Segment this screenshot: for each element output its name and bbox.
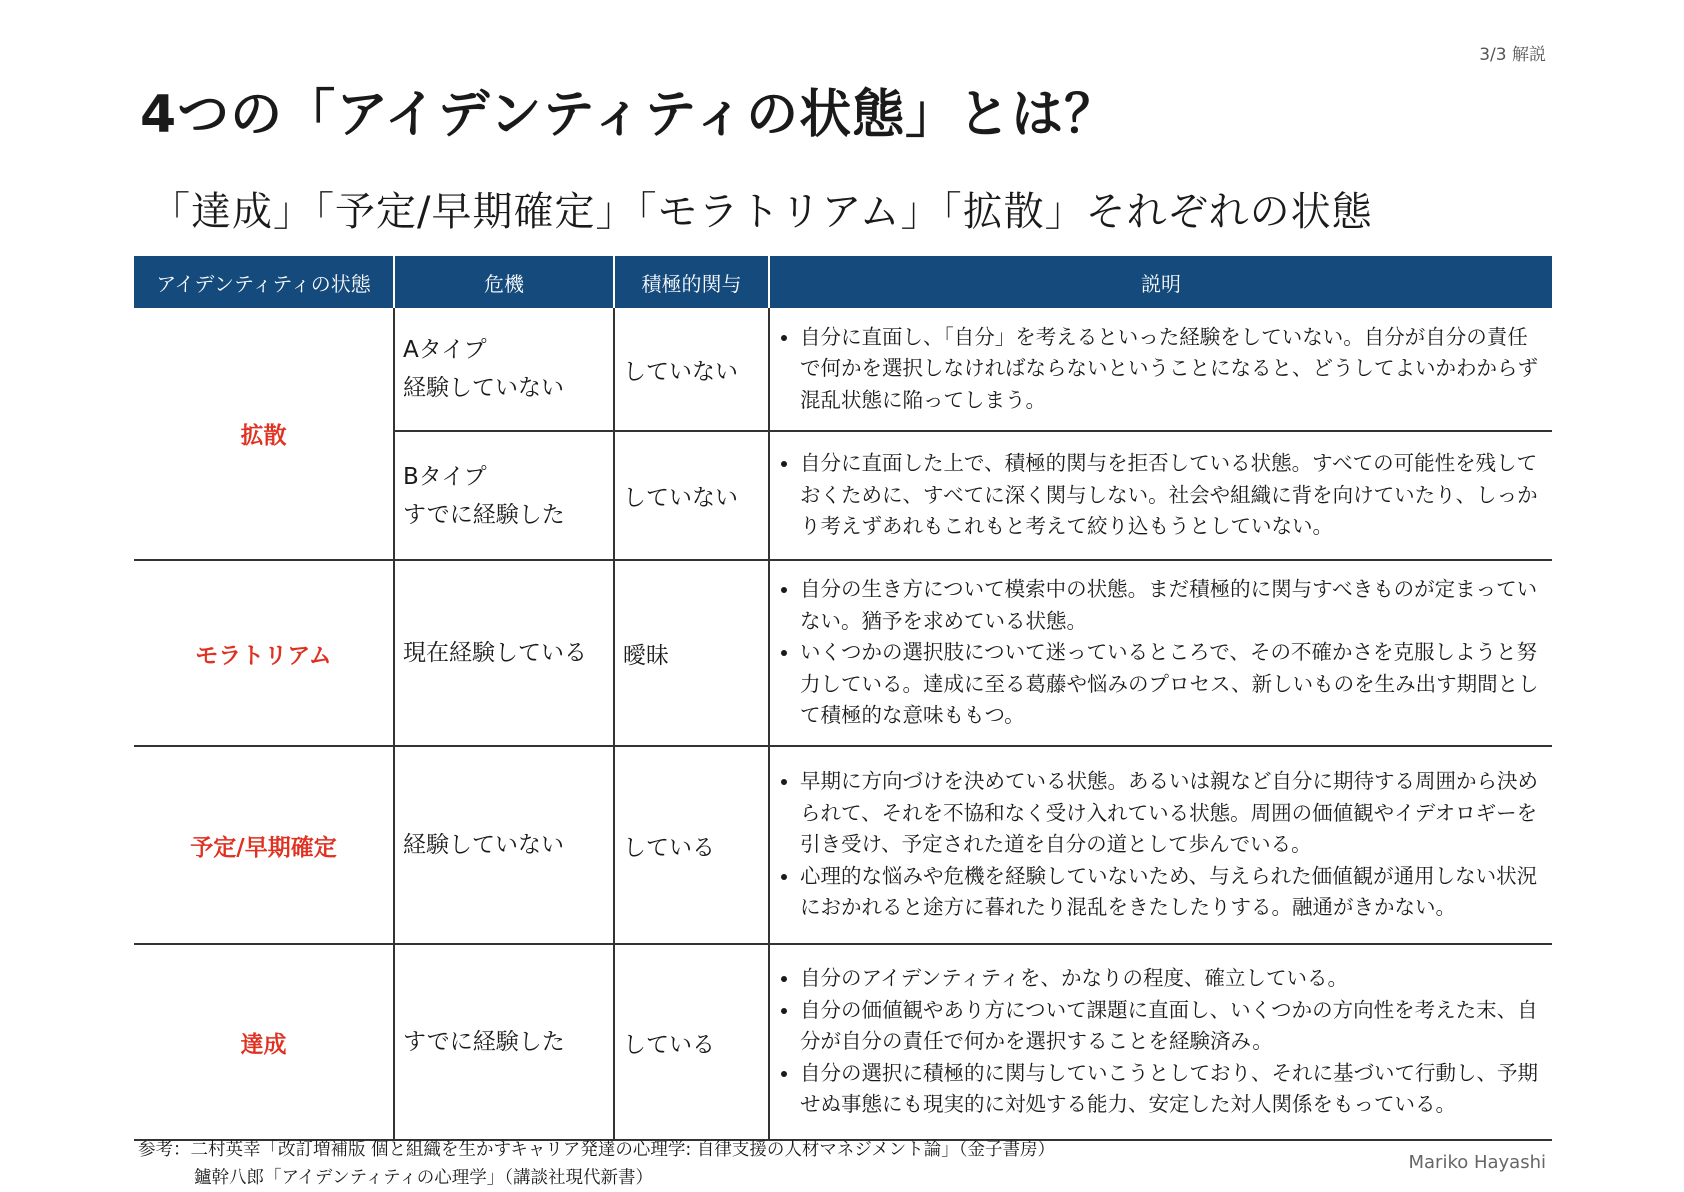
reference-line: 鑪幹八郎「アイデンティティの心理学」（講談社現代新書） xyxy=(194,1168,654,1188)
description-bullet: • 心理的な悩みや危機を経験していないため、与えられた価値観が通用しない状況におかれると途方に暮れたり混乱をきたしたりする。融通がきかない。 xyxy=(800,861,1544,924)
crisis-text: すでに経験した xyxy=(403,501,565,528)
crisis-cell xyxy=(394,431,614,560)
table-row xyxy=(134,308,1552,431)
header-description: 説明 xyxy=(769,256,1552,308)
page-subtitle: 「達成」「予定/早期確定」「モラトリアム」「拡散」それぞれの状態 xyxy=(150,189,1373,235)
description-bullet: • 早期に方向づけを決めている状態。あるいは親など自分に期待する周囲から決められて、それを不協和なく受け入れている状態。周囲の価値観やイデオロギーを引き受け、予定された道を自分の道として歩んでいる。 xyxy=(800,766,1544,861)
crisis-text: 経験していない xyxy=(403,375,564,401)
state-achievement: 達成 xyxy=(134,944,394,1140)
commitment-cell: 曖昧 xyxy=(614,560,769,746)
crisis-cell xyxy=(394,560,614,746)
state-moratorium: モラトリアム xyxy=(134,560,394,746)
table-row xyxy=(134,944,1552,1140)
page-title: 4つの「アイデンティティの状態」とは？ xyxy=(140,85,1118,145)
description-bullet: • 自分のアイデンティティを、かなりの程度、確立している。 xyxy=(800,963,1544,995)
state-foreclosure: 予定/早期確定 xyxy=(134,746,394,944)
reference-line: 参考：二村英幸「改訂増補版 個と組織を生かすキャリア発達の心理学: 自律支援の人材マネジメント論」（金子書房） xyxy=(138,1140,1056,1160)
description-cell xyxy=(769,944,1552,1140)
description-bullet: • 自分の価値観やあり方について課題に直面し、いくつかの方向性を考えた末、自分が自分の責任で何かを選択することを経験済み。 xyxy=(800,995,1544,1058)
table-header-row xyxy=(134,256,1552,308)
crisis-text: Aタイプ xyxy=(403,337,487,363)
crisis-text: Bタイプ xyxy=(403,463,487,490)
crisis-cell xyxy=(394,746,614,944)
commitment-cell: している xyxy=(614,746,769,944)
description-cell xyxy=(769,746,1552,944)
crisis-text: 経験していない xyxy=(403,832,564,858)
description-cell xyxy=(769,308,1552,431)
description-cell xyxy=(769,560,1552,746)
crisis-cell xyxy=(394,308,614,431)
description-bullet: • いくつかの選択肢について迷っているところで、その不確かさを克服しようと努力している。達成に至る葛藤や悩みのプロセス、新しいものを生み出す期間として積極的な意味ももつ。 xyxy=(800,637,1544,732)
page-label: 3/3 解説 xyxy=(1479,45,1546,65)
crisis-text: 現在経験している xyxy=(403,640,587,666)
state-diffusion: 拡散 xyxy=(134,308,394,560)
identity-status-table xyxy=(134,256,1552,1141)
crisis-text: すでに経験した xyxy=(403,1029,565,1055)
author-name: Mariko Hayashi xyxy=(1408,1152,1546,1173)
description-bullet: • 自分に直面し、「自分」を考えるといった経験をしていない。自分が自分の責任で何かを選択しなければならないということになると、どうしてよいかわからず混乱状態に陥ってしまう。 xyxy=(800,322,1544,417)
crisis-cell xyxy=(394,944,614,1140)
header-state: アイデンティティの状態 xyxy=(134,256,394,308)
table-row xyxy=(134,746,1552,944)
description-bullet: • 自分に直面した上で、積極的関与を拒否している状態。すべての可能性を残しておくために、すべてに深く関与しない。社会や組織に背を向けていたり、しっかり考えずあれもこれもと考えて絞り込もうとしていない。 xyxy=(800,448,1544,543)
description-bullet: • 自分の生き方について模索中の状態。まだ積極的に関与すべきものが定まっていない。猶予を求めている状態。 xyxy=(800,574,1544,637)
commitment-cell: していない xyxy=(614,308,769,431)
header-crisis: 危機 xyxy=(394,256,614,308)
commitment-cell: していない xyxy=(614,431,769,560)
description-bullet: • 自分の選択に積極的に関与していこうとしており、それに基づいて行動し、予期せぬ事態にも現実的に対処する能力、安定した対人関係をもっている。 xyxy=(800,1058,1544,1121)
header-commitment: 積極的関与 xyxy=(614,256,769,308)
commitment-cell: している xyxy=(614,944,769,1140)
references xyxy=(138,1136,1055,1192)
table-row xyxy=(134,560,1552,746)
description-cell xyxy=(769,431,1552,560)
